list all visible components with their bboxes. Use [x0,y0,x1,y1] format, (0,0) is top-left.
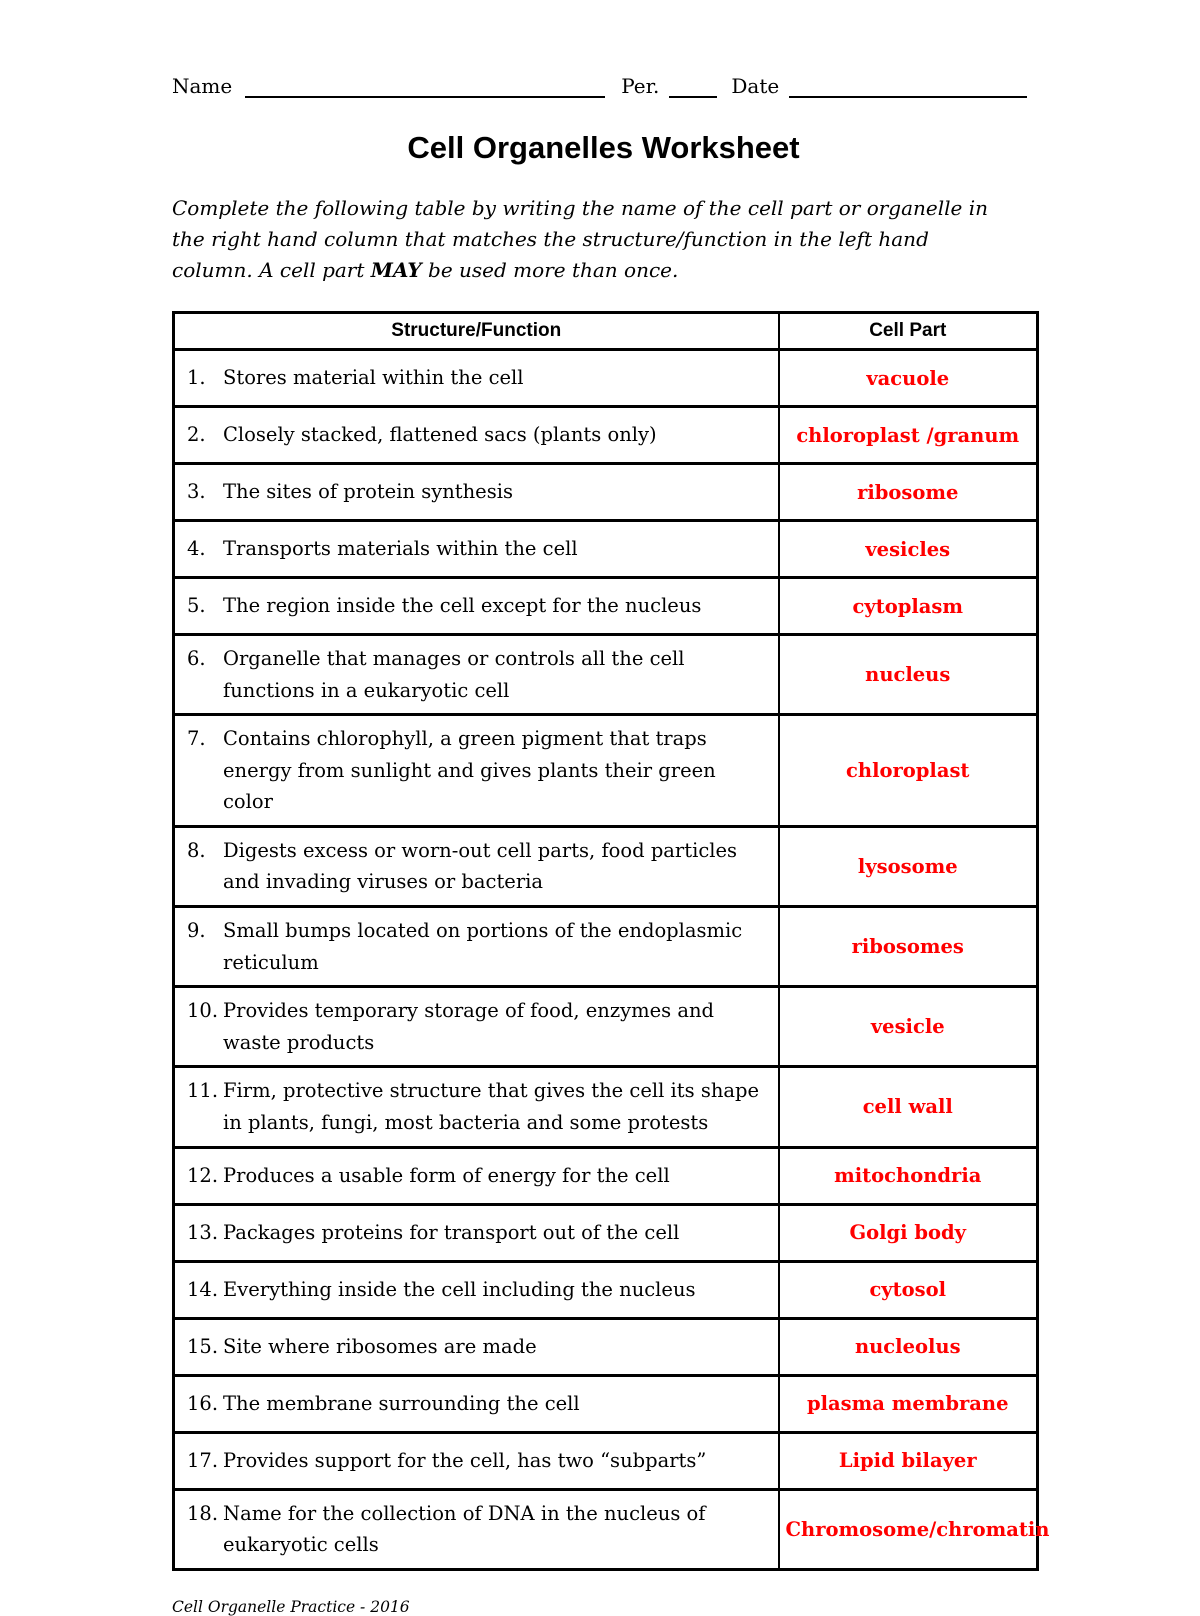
structure-function-cell [174,407,779,464]
cell-part-answer: chloroplast [779,715,1038,827]
table-row [174,635,1038,715]
question-number: 3. [187,480,206,504]
question-number: 2. [187,423,206,447]
question-number: 15. [187,1334,219,1358]
structure-function-cell [174,1375,779,1432]
structure-function-cell [174,987,779,1067]
cell-part-answer: nucleolus [779,1318,1038,1375]
instructions-emphasis: MAY [370,258,422,282]
question-number: 17. [187,1448,219,1472]
table-row [174,578,1038,635]
structure-function-cell [174,1261,779,1318]
question-number: 10. [187,999,219,1023]
cell-part-answer: lysosome [779,826,1038,906]
question-number: 5. [187,594,206,618]
cell-part-answer: Golgi body [779,1204,1038,1261]
column-header-cell-part: Cell Part [779,313,1038,350]
question-text: Firm, protective structure that gives the cell its shape in plants, fungi, most bacteria and some protests [223,1079,760,1134]
date-label: Date [731,74,780,98]
table-row [174,715,1038,827]
question-number: 4. [187,537,206,561]
question-text: The membrane surrounding the cell [223,1391,580,1415]
table-row [174,1489,1038,1569]
structure-function-cell [174,1432,779,1489]
table-row [174,1261,1038,1318]
structure-function-cell [174,1204,779,1261]
instructions-text-pre: Complete the following table by writing the name of the cell part or organelle in the right hand column that matches the structure/function in the left hand column. A cell part [172,196,989,282]
table-row [174,1067,1038,1147]
question-number: 1. [187,366,206,390]
question-text: Small bumps located on portions of the endoplasmic reticulum [223,919,743,974]
structure-function-cell [174,350,779,407]
structure-function-cell [174,826,779,906]
table-row [174,1147,1038,1204]
table-row [174,1204,1038,1261]
structure-function-cell [174,635,779,715]
column-header-structure-function: Structure/Function [174,313,779,350]
table-row [174,350,1038,407]
question-text: Stores material within the cell [223,366,524,390]
footer-text: Cell Organelle Practice - 2016 [172,1597,410,1616]
table-row [174,826,1038,906]
question-number: 16. [187,1391,219,1415]
structure-function-cell [174,464,779,521]
question-text: Organelle that manages or controls all the cell functions in a eukaryotic cell [223,647,685,702]
cell-part-answer: nucleus [779,635,1038,715]
table-row [174,1318,1038,1375]
cell-part-answer: Chromosome/chromatin [779,1489,1038,1569]
table-body [174,350,1050,1570]
period-blank-line [669,74,717,98]
question-number: 12. [187,1163,219,1187]
cell-part-answer: ribosome [779,464,1038,521]
question-number: 11. [187,1079,219,1103]
question-number: 7. [187,727,206,751]
question-text: Everything inside the cell including the nucleus [223,1277,696,1301]
table-row [174,907,1038,987]
question-number: 14. [187,1277,219,1301]
question-number: 9. [187,919,206,943]
student-id-line [172,68,1035,98]
question-text: Provides temporary storage of food, enzymes and waste products [223,999,715,1054]
cell-part-answer: vacuole [779,350,1038,407]
question-text: Provides support for the cell, has two “subparts” [223,1448,707,1472]
cell-part-answer: vesicles [779,521,1038,578]
name-label: Name [172,74,233,98]
cell-part-answer: cell wall [779,1067,1038,1147]
question-number: 13. [187,1220,219,1244]
structure-function-cell [174,578,779,635]
structure-function-cell [174,907,779,987]
table-header-row [174,313,1038,350]
cell-part-answer: vesicle [779,987,1038,1067]
structure-function-cell [174,715,779,827]
cell-part-answer: plasma membrane [779,1375,1038,1432]
question-text: Packages proteins for transport out of the cell [223,1220,680,1244]
structure-function-cell [174,1489,779,1569]
table-row [174,521,1038,578]
question-text: The sites of protein synthesis [223,480,513,504]
table-row [174,987,1038,1067]
instructions-text-post: be used more than once. [421,258,679,282]
cell-part-answer: mitochondria [779,1147,1038,1204]
structure-function-cell [174,521,779,578]
table-row [174,464,1038,521]
question-number: 18. [187,1501,219,1525]
question-text: The region inside the cell except for the nucleus [223,594,702,618]
question-text: Contains chlorophyll, a green pigment that traps energy from sunlight and gives plants their green color [223,727,716,814]
organelle-table [172,311,1050,1571]
page-title: Cell Organelles Worksheet [407,130,800,165]
structure-function-cell [174,1067,779,1147]
question-text: Digests excess or worn-out cell parts, food particles and invading viruses or bacteria [223,838,738,894]
question-number: 6. [187,647,206,670]
cell-part-answer: ribosomes [779,907,1038,987]
structure-function-cell [174,1147,779,1204]
question-text: Closely stacked, flattened sacs (plants only) [223,423,657,447]
cell-part-answer: cytoplasm [779,578,1038,635]
name-blank-line [245,74,605,98]
instructions-paragraph [172,193,1012,286]
question-text: Produces a usable form of energy for the cell [223,1163,670,1187]
cell-part-answer: Lipid bilayer [779,1432,1038,1489]
cell-part-answer: cytosol [779,1261,1038,1318]
table-row [174,407,1038,464]
question-text: Name for the collection of DNA in the nucleus of eukaryotic cells [223,1501,706,1557]
question-text: Site where ribosomes are made [223,1334,537,1358]
question-number: 8. [187,838,206,862]
date-blank-line [789,74,1027,98]
question-text: Transports materials within the cell [223,537,578,561]
structure-function-cell [174,1318,779,1375]
cell-part-answer: chloroplast /granum [779,407,1038,464]
period-label: Per. [621,74,660,98]
table-row [174,1375,1038,1432]
table-row [174,1432,1038,1489]
